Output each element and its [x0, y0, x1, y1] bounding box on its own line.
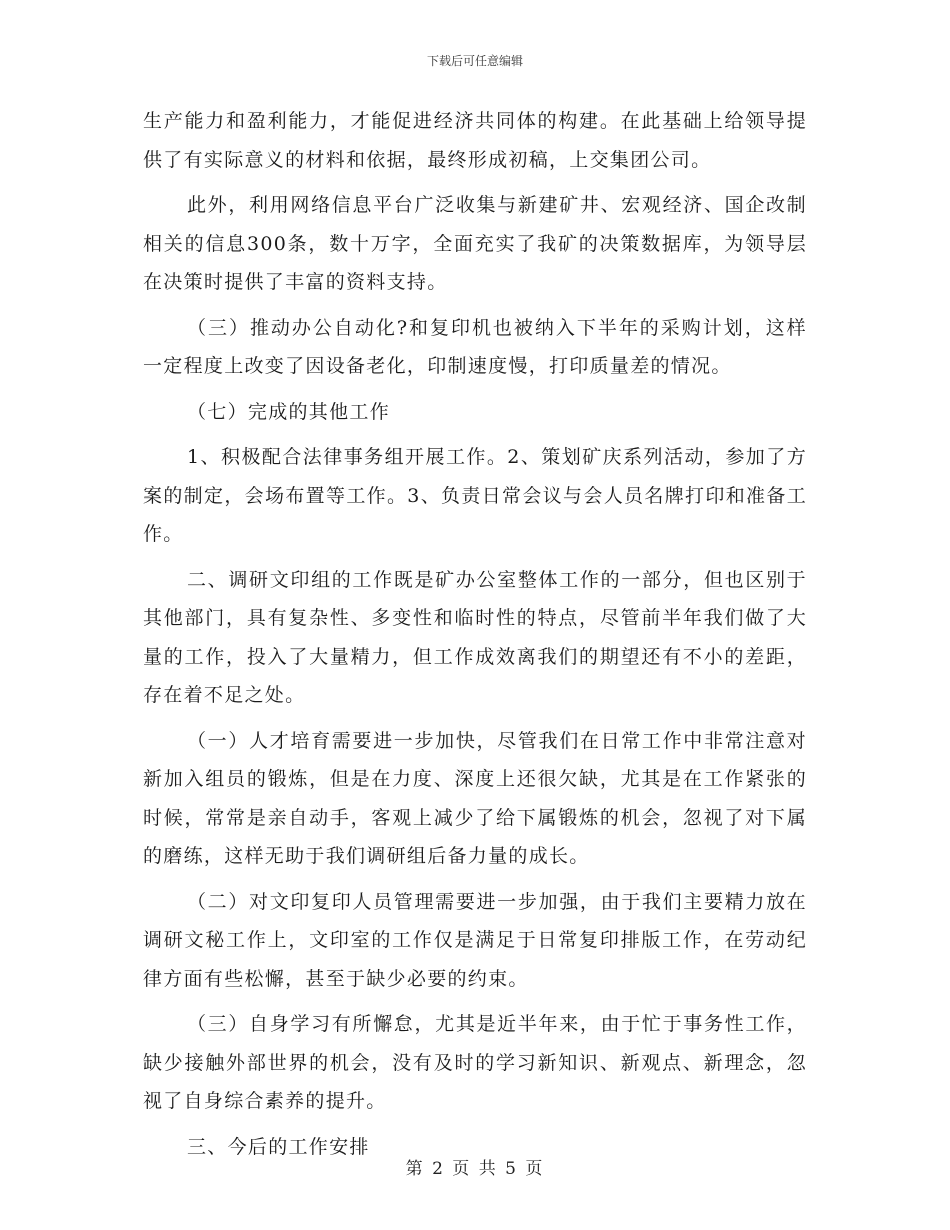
page-header: 下载后可任意编辑	[426, 54, 523, 68]
section-heading-future-plan: 三、今后的工作安排	[187, 1135, 370, 1158]
paragraph-8: （二）对文印复印人员管理需要进一步加强，由于我们主要精力放在调研文秘工作上，文印室的工作仅是满足于日常复印排版工作，在劳动纪律方面有些松懈，甚至于缺少必要的约束。	[143, 890, 807, 990]
paragraph-2: 此外，利用网络信息平台广泛收集与新建矿井、宏观经济、国企改制相关的信息300条，数十万字，全面充实了我矿的决策数据库，为领导层在决策时提供了丰富的资料支持。	[143, 194, 807, 293]
paragraph-7: （一）人才培育需要进一步加快，尽管我们在日常工作中非常注意对新加入组员的锻炼，但是在力度、深度上还很欠缺，尤其是在工作紧张的时候，常常是亲自动手，客观上减少了给下属锻炼的机会，忽视了对下属的磨练，这样无助于我们调研组后备力量的成长。	[143, 729, 807, 867]
paragraph-6: 二、调研文印组的工作既是矿办公室整体工作的一部分，但也区别于其他部门，具有复杂性、多变性和临时性的特点，尽管前半年我们做了大量的工作，投入了大量精力，但工作成效离我们的期望还有不小的差距，存在着不足之处。	[143, 568, 807, 706]
paragraph-1: 生产能力和盈利能力，才能促进经济共同体的构建。在此基础上给领导提供了有实际意义的材料和依据，最终形成初稿，上交集团公司。	[143, 110, 807, 171]
section-heading-other-work: （七）完成的其他工作	[187, 400, 391, 423]
paragraph-3: （三）推动办公自动化?和复印机也被纳入下半年的采购计划，这样一定程度上改变了因设备老化，印制速度慢，打印质量差的情况。	[143, 316, 807, 377]
page-number-footer: 第 2 页 共 5 页	[405, 1159, 545, 1179]
paragraph-9: （三）自身学习有所懈怠，尤其是近半年来，由于忙于事务性工作，缺少接触外部世界的机会，没有及时的学习新知识、新观点、新理念，忽视了自身综合素养的提升。	[143, 1013, 807, 1112]
document-body	[143, 102, 807, 1173]
paragraph-5: 1、积极配合法律事务组开展工作。2、策划矿庆系列活动，参加了方案的制定，会场布置等工作。3、负责日常会议与会人员名牌打印和准备工作。	[143, 446, 807, 545]
